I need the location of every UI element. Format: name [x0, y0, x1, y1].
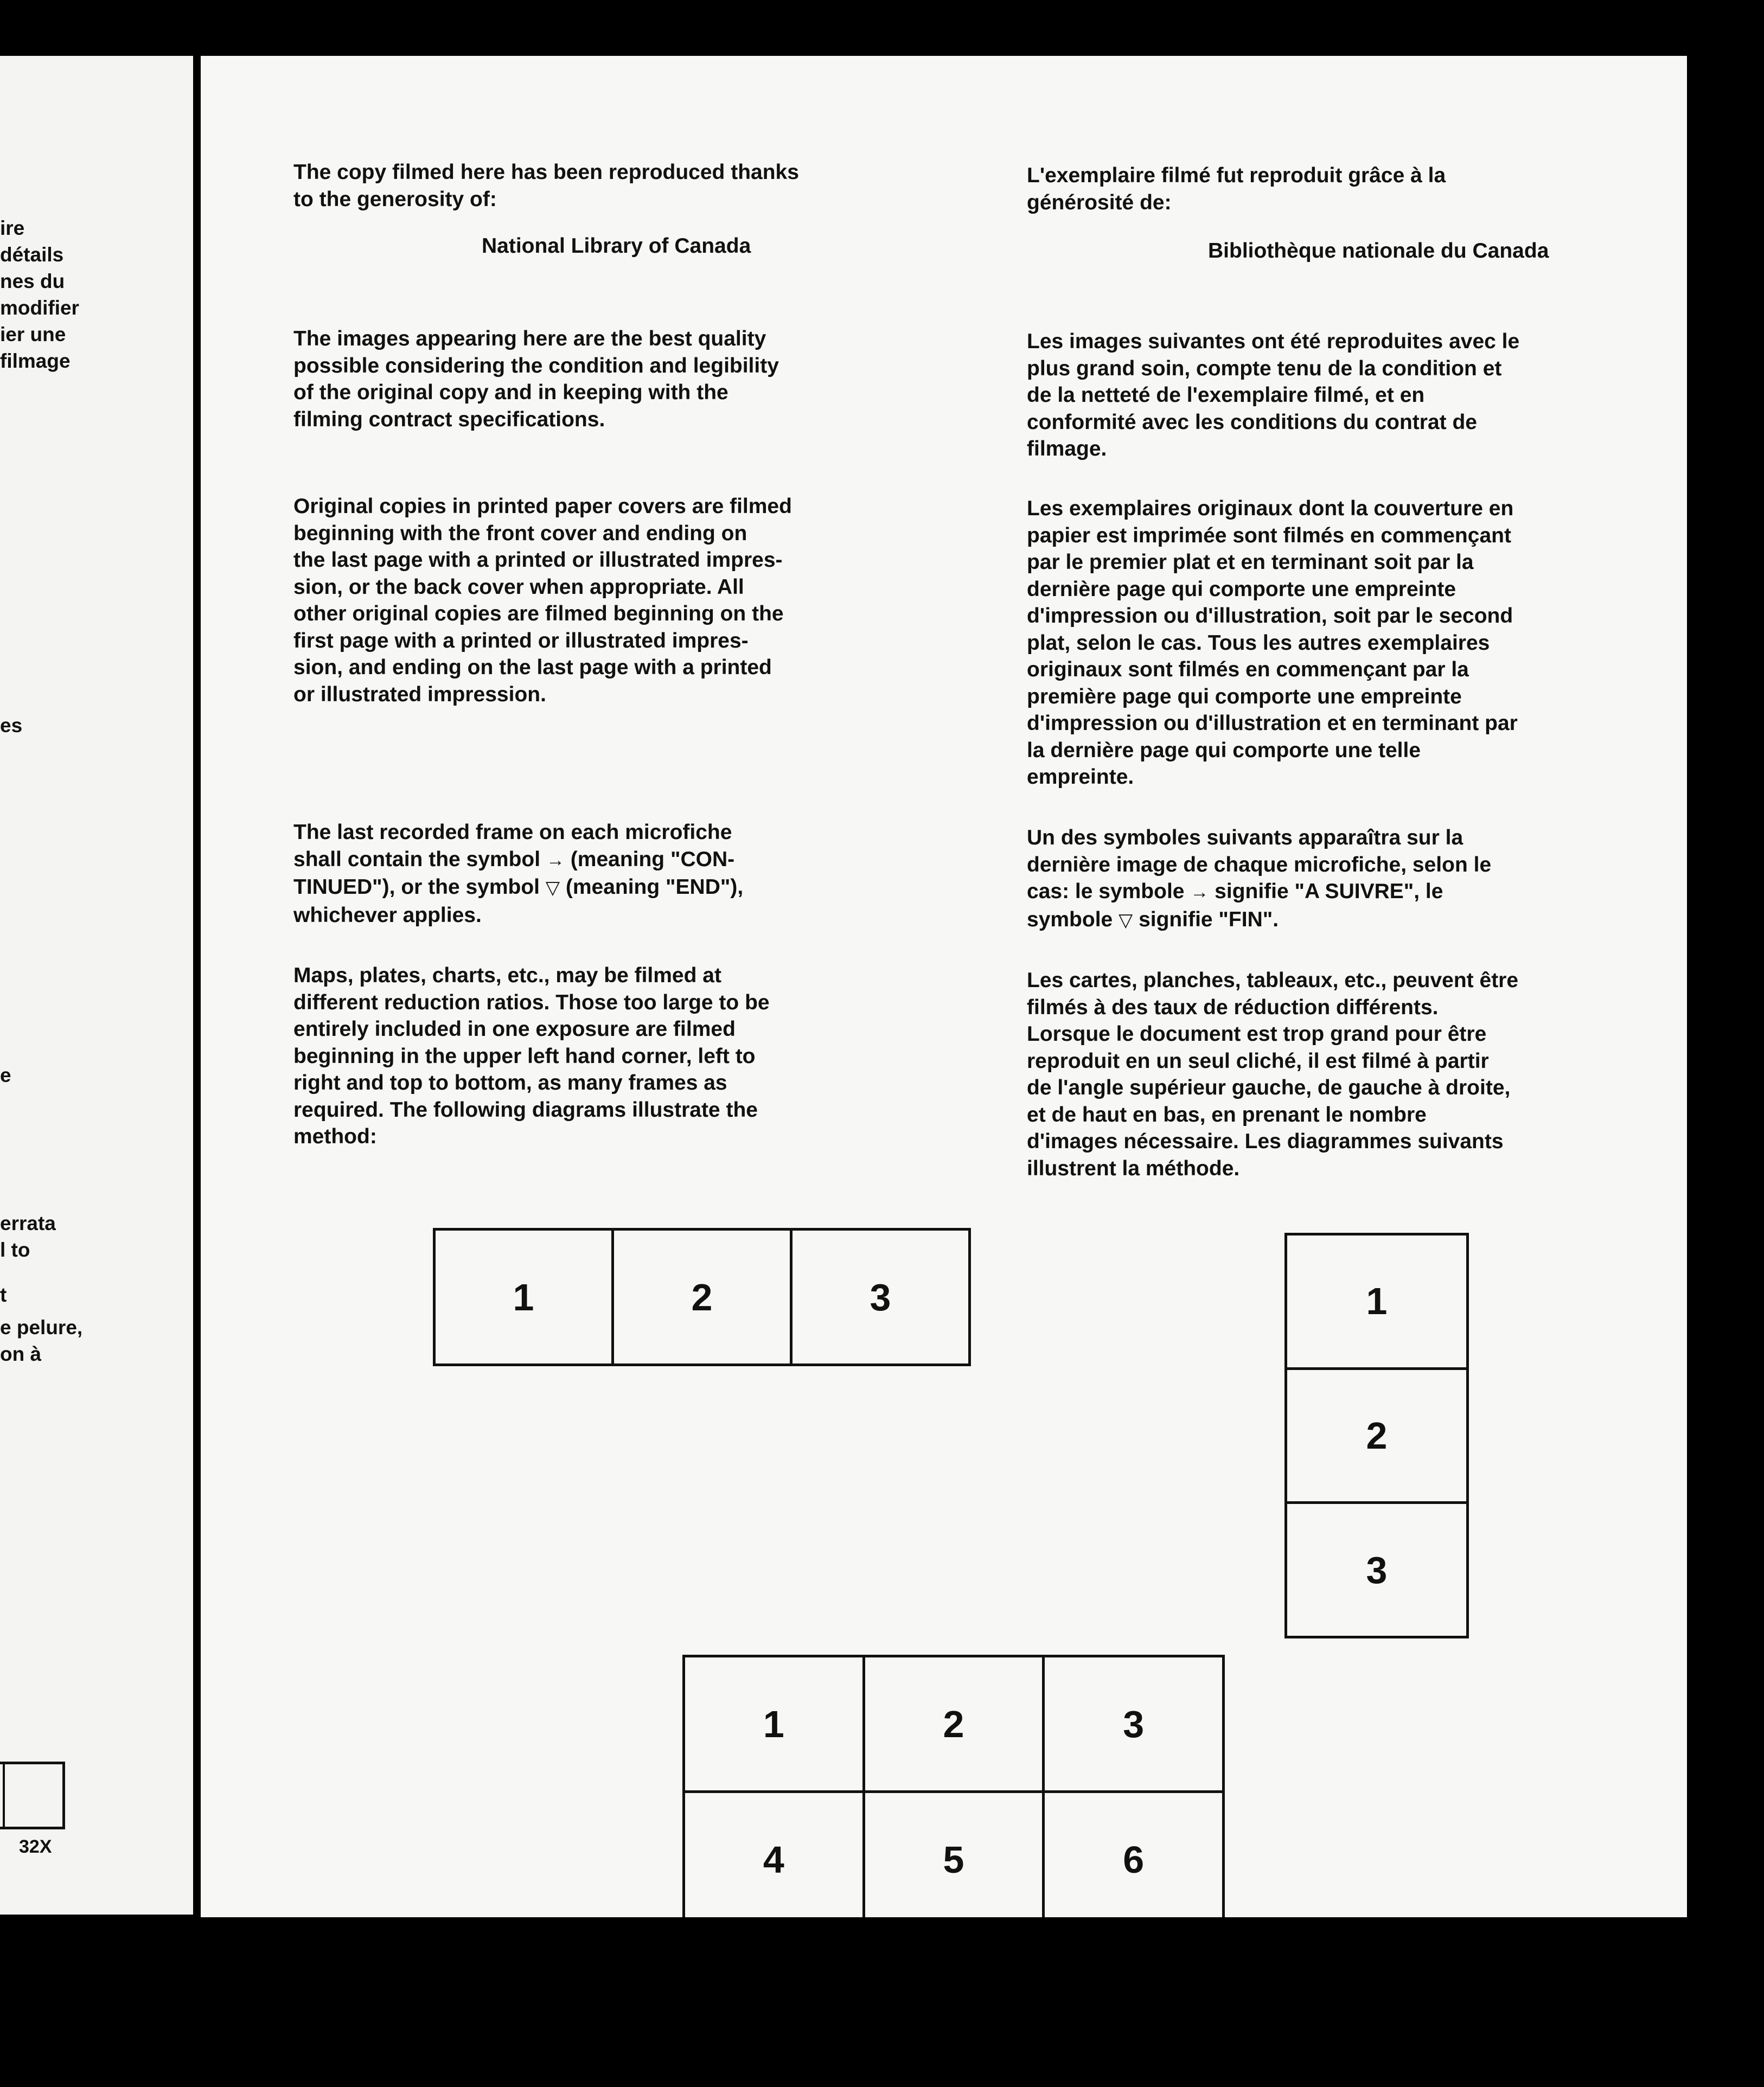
french-originals-paragraph: Les exemplaires originaux dont la couverture en papier est imprimée sont filmés en commençant par le premier plat et en terminant soit par la dernière page qui comporte une empreinte d'impression ou d'illustration, soit par le second plat, selon le cas. Tous les autres exemplaires originaux sont filmés en commençant par la première page qui comporte une empreinte d'impression ou d'illustration et en terminant par la dernière page qui comporte une telle empreinte.	[1027, 497, 1518, 789]
english-symbols-paragraph	[293, 819, 743, 929]
left-fragment: on à	[0, 1343, 42, 1365]
frame-cell: 3	[791, 1230, 970, 1365]
diagram-grid	[682, 1655, 1225, 1917]
frame-cell: 2	[613, 1230, 791, 1365]
arrow-right-icon: →	[546, 849, 565, 870]
english-library-name: National Library of Canada	[482, 234, 751, 258]
target-page	[201, 56, 1687, 1917]
english-quality-paragraph: The images appearing here are the best quality possible considering the condition and legibility of the original copy and in keeping with the filming contract specifications.	[293, 327, 779, 431]
reduction-box	[0, 1762, 65, 1829]
left-fragment: ire	[0, 217, 25, 239]
french-library-name: Bibliothèque nationale du Canada	[1208, 239, 1549, 263]
left-fragment: modifier	[0, 297, 79, 319]
french-symbols-paragraph	[1027, 824, 1491, 934]
left-fragment: l to	[0, 1239, 30, 1261]
french-symbols-text-3: signifie "FIN".	[1133, 907, 1279, 931]
left-fragment: e pelure,	[0, 1316, 83, 1339]
left-fragment: e	[0, 1064, 11, 1086]
english-intro: The copy filmed here has been reproduced thanks to the generosity of:	[293, 161, 799, 211]
french-quality-paragraph: Les images suivantes ont été reproduites avec le plus grand soin, compte tenu de la condition et de la netteté de l'exemplaire filmé, et en conformité avec les conditions du contrat de filmage.	[1027, 330, 1520, 460]
left-page-fragment	[0, 56, 193, 1915]
left-fragment: es	[0, 714, 23, 737]
reduction-label: 32X	[19, 1836, 52, 1857]
english-symbols-text-1: The last recorded frame on each microfiche shall contain the symbol	[293, 821, 732, 871]
frame-cell: 3	[1286, 1503, 1468, 1637]
english-symbols-text-2: (meaning "CON- TINUED"), or the symbol	[293, 847, 735, 899]
frame-cell: 2	[864, 1656, 1044, 1792]
frame-cell: 6	[1044, 1792, 1224, 1918]
english-maps-paragraph: Maps, plates, charts, etc., may be filmed at different reduction ratios. Those too large to be entirely included in one exposure are filmed beginning in the upper left hand corner, left to right and top to bottom, as many frames as required. The following diagrams illustrate the method:	[293, 964, 770, 1148]
left-fragment: ier une	[0, 323, 66, 345]
french-intro: L'exemplaire filmé fut reproduit grâce à la générosité de:	[1027, 164, 1446, 214]
frame-cell: 2	[1286, 1368, 1468, 1503]
french-symbols-text-2: signifie "A SUIVRE", le symbole	[1027, 880, 1443, 931]
left-fragment: errata	[0, 1212, 56, 1234]
left-fragment: filmage	[0, 350, 71, 372]
french-symbols-text-1: Un des symboles suivants apparaîtra sur la dernière image de chaque microfiche, selon le cas: le symbole	[1027, 826, 1492, 903]
left-fragment: détails	[0, 244, 64, 266]
english-originals-paragraph: Original copies in printed paper covers are filmed beginning with the front cover and ending on the last page with a printed or illustrated impres- sion, or the back cover when appropriate. All other original copies are filmed beginning on the first page with a printed or illustrated impres- sion, and ending on the last page with a printed or illustrated impression.	[293, 495, 792, 706]
english-symbols-text-3: (meaning "END"), whichever applies.	[293, 875, 744, 927]
frame-cell: 5	[864, 1792, 1044, 1918]
frame-cell: 1	[434, 1230, 613, 1365]
diagram-column	[1284, 1233, 1469, 1638]
french-maps-paragraph: Les cartes, planches, tableaux, etc., peuvent être filmés à des taux de réduction différents. Lorsque le document est trop grand pour être reproduit en un seul cliché, il est filmé à partir de l'angle supérieur gauche, de gauche à droite, et de haut en bas, en prenant le nombre d'images nécessaire. Les diagrammes suivants illustrent la méthode.	[1027, 969, 1519, 1180]
frame-cell: 4	[684, 1792, 864, 1918]
frame-cell: 1	[1286, 1234, 1468, 1369]
frame-cell: 1	[684, 1656, 864, 1792]
triangle-down-icon: ▽	[545, 878, 560, 898]
left-fragment: t	[0, 1284, 7, 1306]
left-fragment: nes du	[0, 270, 65, 292]
frame-cell: 3	[1044, 1656, 1224, 1792]
arrow-right-icon: →	[1190, 882, 1209, 902]
diagram-row	[433, 1228, 971, 1366]
triangle-down-icon: ▽	[1119, 910, 1133, 931]
